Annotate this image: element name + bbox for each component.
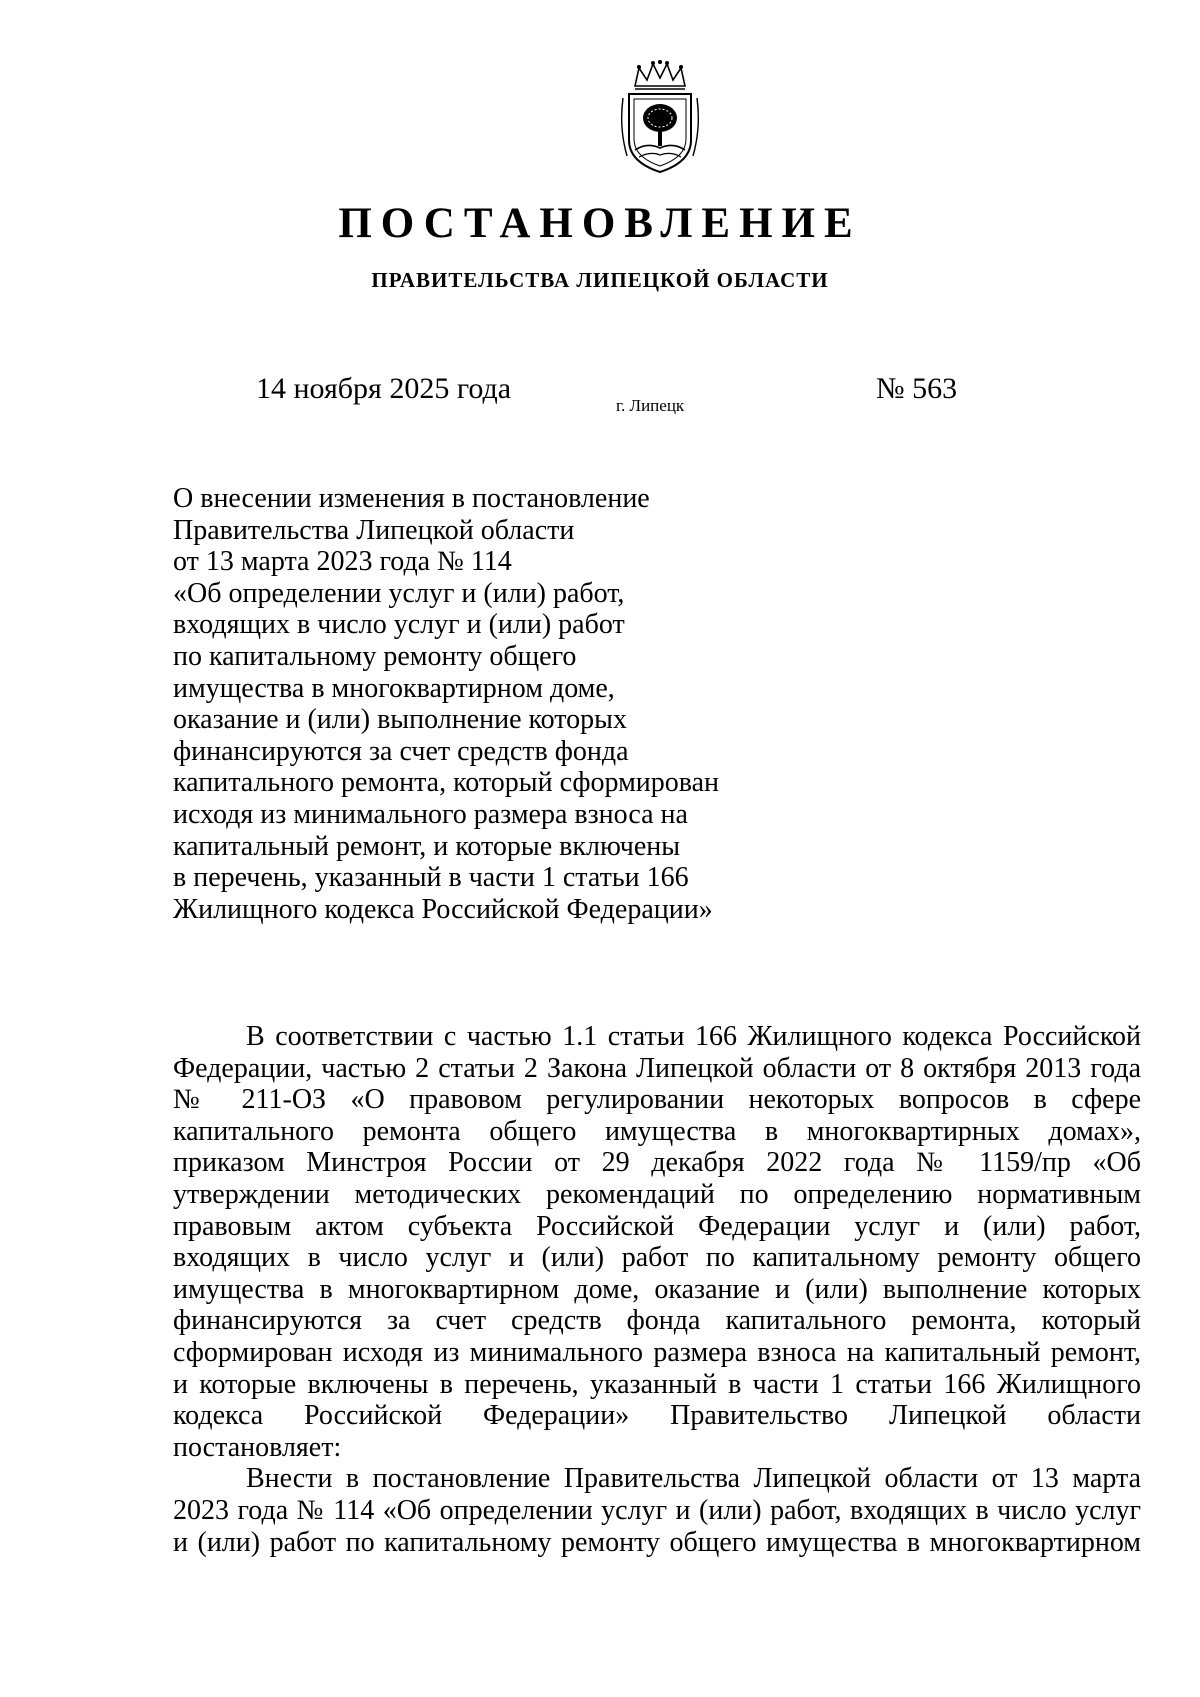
summary-line: финансируются за счет средств фонда bbox=[173, 735, 629, 767]
summary-line: Жилищного кодекса Российской Федерации» bbox=[173, 893, 713, 925]
document-date: 14 ноября 2025 года bbox=[256, 372, 512, 405]
summary-line: по капитальному ремонту общего bbox=[173, 640, 577, 672]
document-city: г. Липецк bbox=[616, 396, 685, 415]
summary-line: капитальный ремонт, и которые включены bbox=[173, 830, 681, 862]
document-subtitle: ПРАВИТЕЛЬСТВА ЛИПЕЦКОЙ ОБЛАСТИ bbox=[371, 268, 829, 292]
body-line: капитального ремонта общего имущества в многоквартирных домах», bbox=[173, 1115, 1141, 1147]
body-line: № 211-ОЗ «О правовом регулировании некоторых вопросов в сфере bbox=[173, 1084, 1141, 1116]
body-line: утверждении методических рекомендаций по определению нормативным bbox=[173, 1178, 1141, 1210]
summary-line: исходя из минимального размера взноса на bbox=[173, 798, 688, 830]
body-line: 2023 года № 114 «Об определении услуг и (или) работ, входящих в число услуг bbox=[173, 1494, 1141, 1526]
body-line: имущества в многоквартирном доме, оказание и (или) выполнение которых bbox=[173, 1273, 1141, 1305]
body-line: входящих в число услуг и (или) работ по капитальному ремонту общего bbox=[173, 1242, 1141, 1274]
summary-line: в перечень, указанный в части 1 статьи 166 bbox=[173, 862, 689, 894]
coat-of-arms-icon bbox=[615, 58, 705, 178]
summary-line: О внесении изменения в постановление bbox=[173, 483, 650, 514]
summary-line: Правительства Липецкой области bbox=[173, 514, 575, 546]
summary-line: от 13 марта 2023 года № 114 bbox=[173, 546, 512, 578]
summary-line: оказание и (или) выполнение которых bbox=[173, 704, 627, 736]
document-number: № 563 bbox=[876, 372, 958, 405]
document-body bbox=[173, 1021, 1141, 1558]
paragraph-preamble bbox=[173, 1021, 1141, 1463]
document-summary bbox=[173, 483, 773, 925]
body-line: В соответствии с частью 1.1 статьи 166 Жилищного кодекса Российской bbox=[246, 1021, 1141, 1052]
body-line: постановляет: bbox=[173, 1431, 342, 1463]
summary-line: входящих в число услуг и (или) работ bbox=[173, 609, 625, 641]
summary-line: «Об определении услуг и (или) работ, bbox=[173, 577, 625, 609]
body-line: финансируются за счет средств фонда капитального ремонта, который bbox=[173, 1305, 1141, 1337]
body-line: и которые включены в перечень, указанный в части 1 статьи 166 Жилищного bbox=[173, 1368, 1141, 1400]
body-line: сформирован исходя из минимального размера взноса на капитальный ремонт, bbox=[173, 1336, 1141, 1368]
body-line: Внести в постановление Правительства Липецкой области от 13 марта bbox=[246, 1463, 1141, 1495]
summary-line: имущества в многоквартирном доме, bbox=[173, 672, 615, 704]
body-line: приказом Минстроя России от 29 декабря 2022 года № 1159/пр «Об bbox=[173, 1147, 1141, 1179]
summary-line: капитального ремонта, который сформирован bbox=[173, 767, 720, 799]
body-line: и (или) работ по капитальному ремонту общего имущества в многоквартирном bbox=[173, 1526, 1141, 1558]
body-line: кодекса Российской Федерации» Правительство Липецкой области bbox=[173, 1400, 1141, 1432]
paragraph-resolution bbox=[173, 1463, 1141, 1558]
body-line: правовым актом субъекта Российской Федерации услуг и (или) работ, bbox=[173, 1210, 1141, 1242]
document-title: ПОСТАНОВЛЕНИЕ bbox=[338, 200, 862, 247]
body-line: Федерации, частью 2 статьи 2 Закона Липецкой области от 8 октября 2013 года bbox=[173, 1052, 1141, 1084]
